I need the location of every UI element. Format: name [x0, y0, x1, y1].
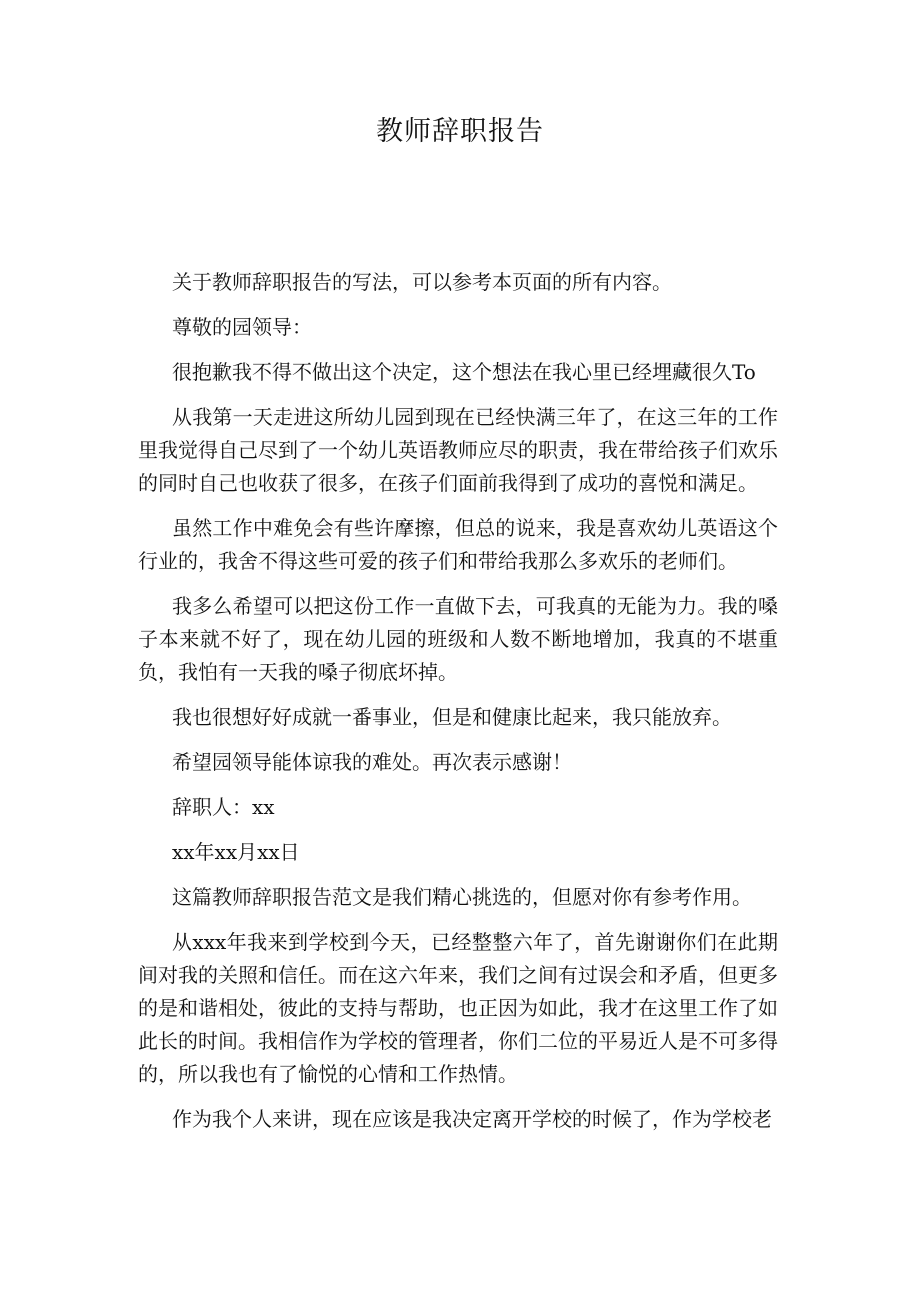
paragraph-salutation: 尊敬的园领导： — [172, 315, 312, 339]
signature-line: 辞职人：xx — [172, 795, 275, 819]
date-line: xx年xx月xx日 — [172, 840, 300, 864]
document-title: 教师辞职报告 — [376, 116, 544, 147]
paragraph: 这篇教师辞职报告范文是我们精心挑选的，但愿对你有参考作用。 — [172, 885, 752, 909]
paragraph: 虽然工作中难免会有些许摩擦，但总的说来，我是喜欢幼儿英语这个行业的，我舍不得这些可爱的孩子们和带给我那么多欢乐的老师们。 — [138, 516, 778, 573]
document-body — [138, 266, 778, 1148]
paragraph: 我也很想好好成就一番事业，但是和健康比起来，我只能放弃。 — [172, 705, 732, 729]
paragraph: 希望园领导能体谅我的难处。再次表示感谢！ — [172, 750, 572, 774]
paragraph-intro: 关于教师辞职报告的写法，可以参考本页面的所有内容。 — [172, 270, 672, 294]
paragraph: 从xxx年我来到学校到今天，已经整整六年了，首先谢谢你们在此期间对我的关照和信任。而在这六年来，我们之间有过误会和矛盾，但更多的是和谐相处，彼此的支持与帮助，也正因为如此，我才在这里工作了如此长的时间。我相信作为学校的管理者，你们二位的平易近人是不可多得的，所以我也有了愉悦的心情和工作热情。 — [138, 930, 778, 1086]
paragraph: 从我第一天走进这所幼儿园到现在已经快满三年了，在这三年的工作里我觉得自己尽到了一个幼儿英语教师应尽的职责，我在带给孩子们欢乐的同时自己也收获了很多，在孩子们面前我得到了成功的喜悦和满足。 — [138, 405, 778, 495]
paragraph: 很抱歉我不得不做出这个决定，这个想法在我心里已经埋藏很久To — [172, 360, 756, 384]
paragraph: 作为我个人来讲，现在应该是我决定离开学校的时候了，作为学校老 — [172, 1107, 772, 1131]
paragraph: 我多么希望可以把这份工作一直做下去，可我真的无能为力。我的嗓子本来就不好了，现在幼儿园的班级和人数不断地增加，我真的不堪重负，我怕有一天我的嗓子彻底坏掉。 — [138, 594, 778, 684]
